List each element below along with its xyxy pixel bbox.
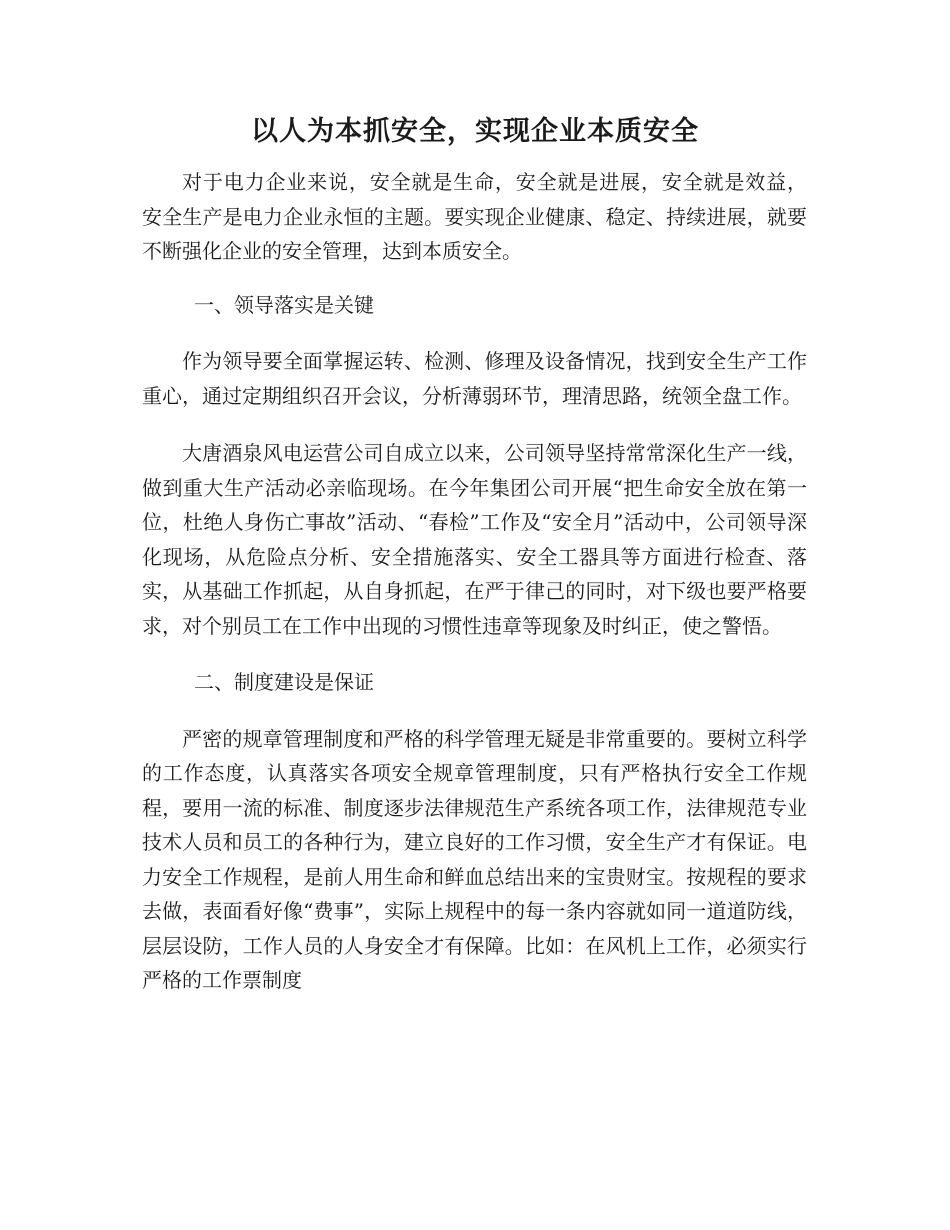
paragraph-leadership: 作为领导要全面掌握运转、检测、修理及设备情况，找到安全生产工作重心，通过定期组织召开会议，分析薄弱环节，理清思路，统领全盘工作。: [142, 349, 807, 408]
paragraph-intro: 对于电力企业来说，安全就是生命，安全就是进展，安全就是效益， 安全生产是电力企业永恒的主题。要实现企业健康、稳定、持续进展，就要不断强化企业的安全管理，达到本质安全。: [142, 170, 807, 263]
document-body: [142, 165, 807, 998]
section-heading-1: 一、领导落实是关键: [194, 292, 374, 317]
section-heading-2: 二、制度建设是保证: [194, 670, 374, 694]
paragraph-regulations: 严密的规章管理制度和严格的科学管理无疑是非常重要的。要树立科学的工作态度，认真落实各项安全规章管理制度，只有严格执行安全工作规程，要用一流的标准、制度逐步法律规范生产系统各项工作，法律规范专业技术人员和员工的各种行为，建立良好的工作习惯，安全生产才有保证。电力安全工作规程，是前人用生命和鲜血总结出来的宝贵财宝。按规程的要求去做，表面看好像“费事”，实际上规程中的每一条内容就如同一道道防线，层层设防，工作人员的人身安全才有保障。比如：在风机上工作，必须实行严格的工作票制度: [142, 726, 807, 992]
paragraph-company-example: 大唐酒泉风电运营公司自成立以来，公司领导坚持常常深化生产一线，做到重大生产活动必亲临现场。在今年集团公司开展“把生命安全放在第一位，杜绝人身伤亡事故”活动、“春检”工作及“安全月”活动中，公司领导深化现场，从危险点分析、安全措施落实、安全工器具等方面进行检查、落实，从基础工作抓起，从自身抓起，在严于律己的同时，对下级也要严格要求，对个别员工在工作中出现的习惯性违章等现象及时纠正，使之警悟。: [142, 441, 807, 638]
document-title: 以人为本抓安全，实现企业本质安全: [251, 116, 699, 147]
